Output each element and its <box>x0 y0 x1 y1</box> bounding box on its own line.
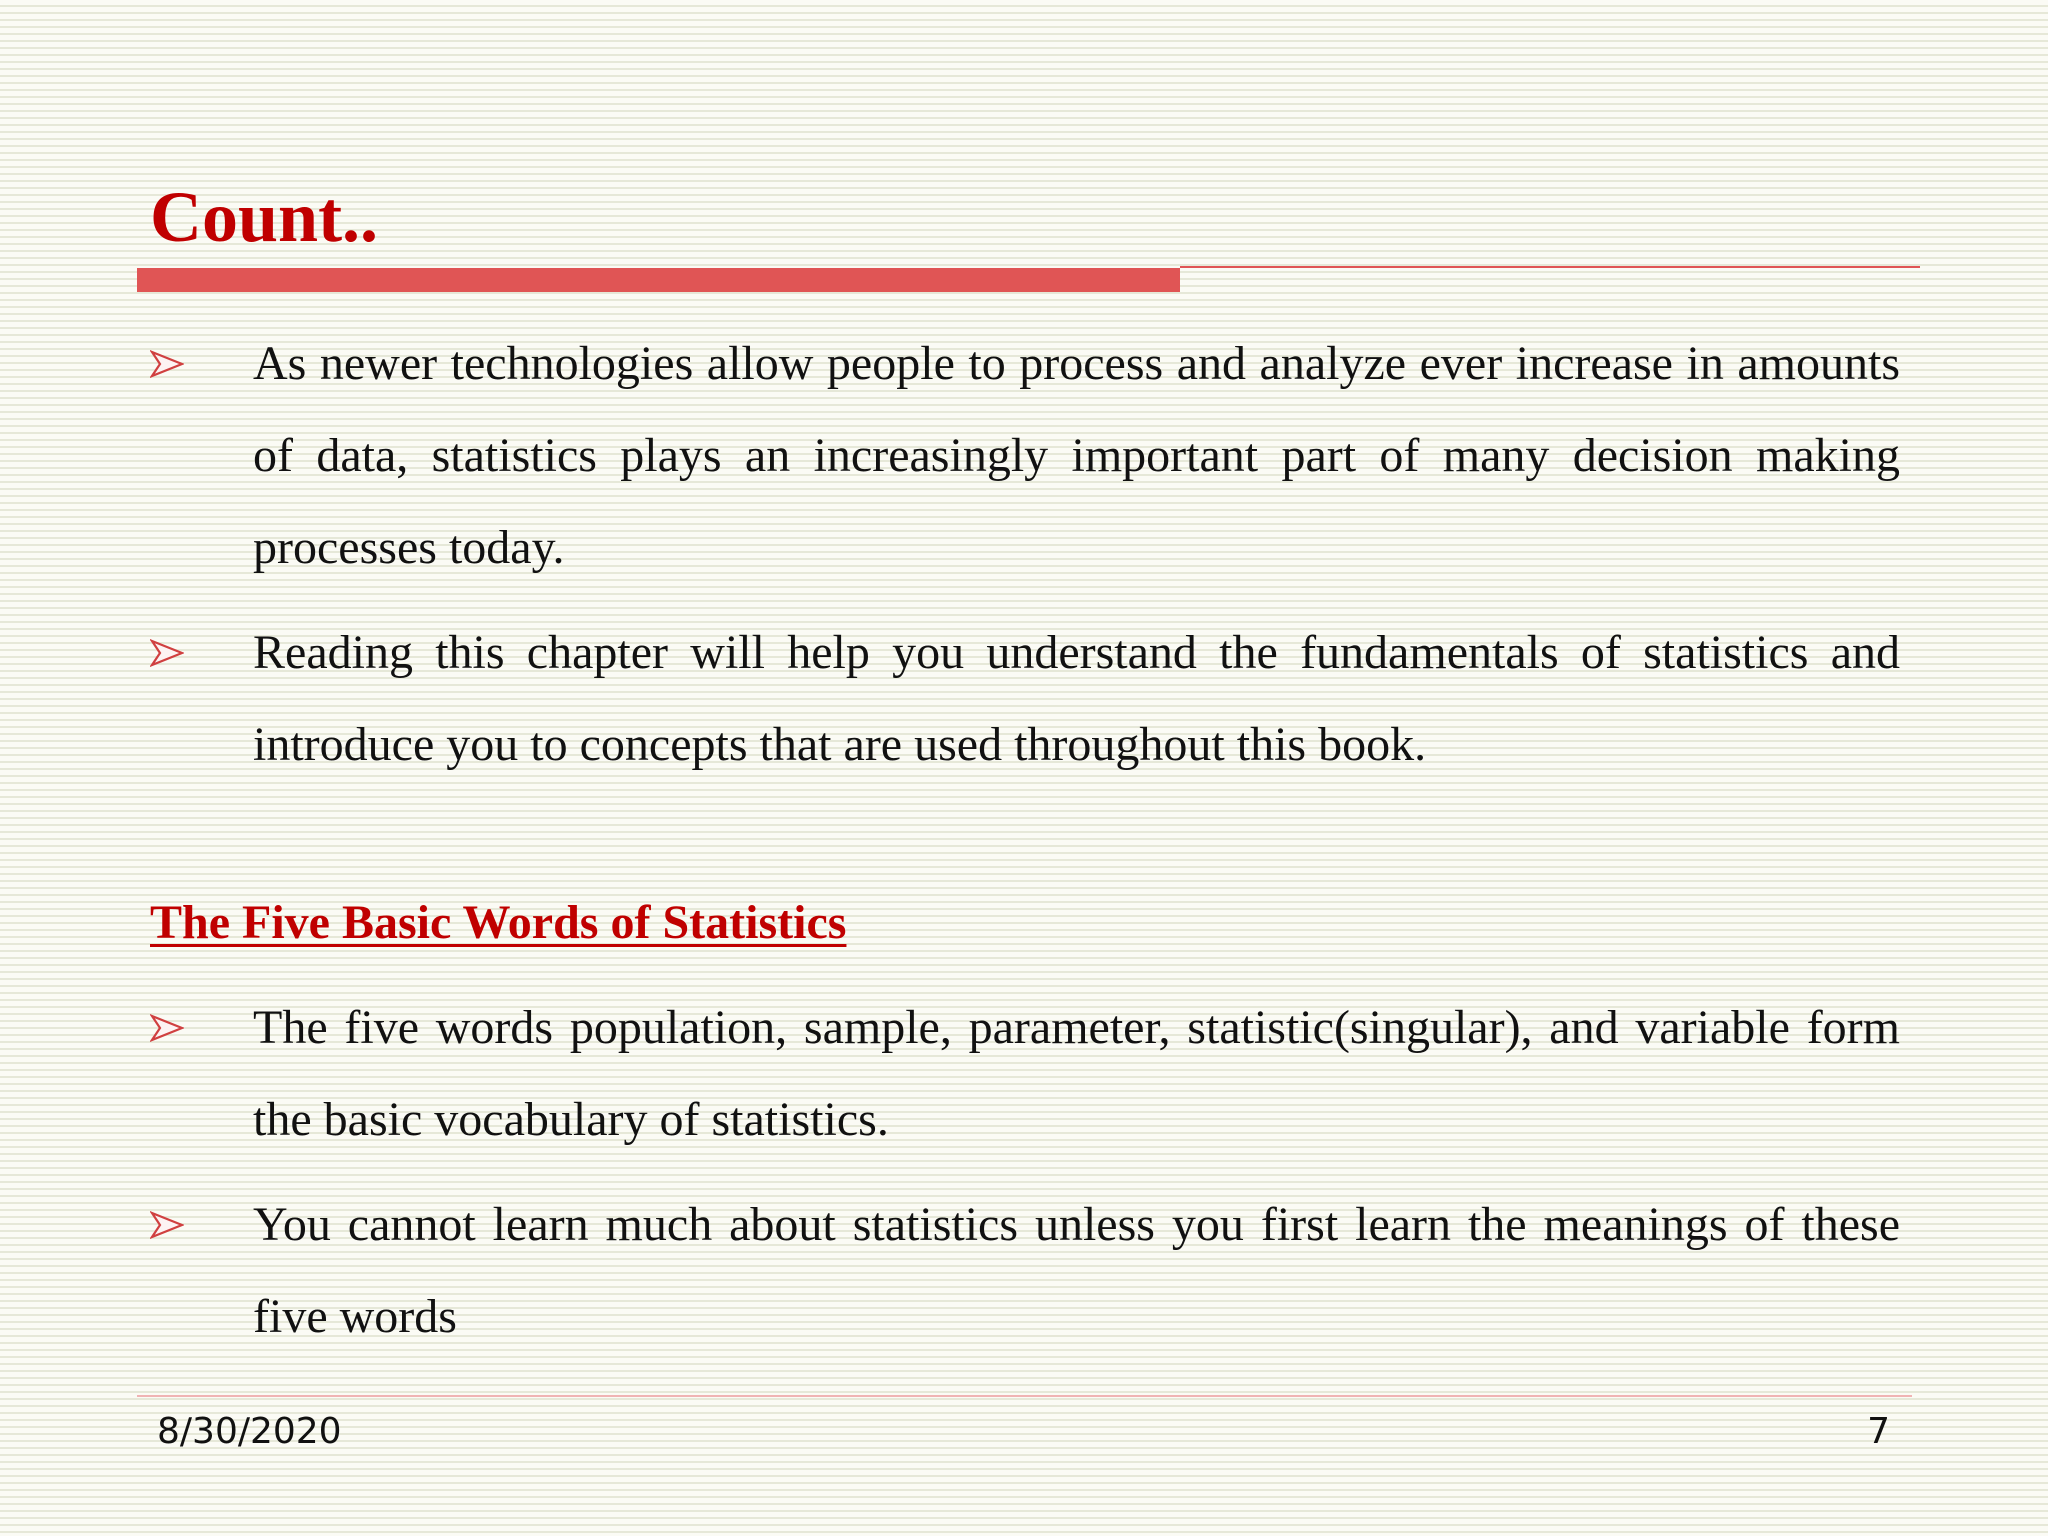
bullet-item <box>150 318 1900 594</box>
bullet-item <box>150 1179 1900 1363</box>
intro-bullet-list <box>150 318 1900 804</box>
section-heading: The Five Basic Words of Statistics <box>150 896 847 949</box>
footer-date: 8/30/2020 <box>157 1411 342 1452</box>
arrowhead-bullet-icon <box>150 639 184 667</box>
bullet-item <box>150 982 1900 1166</box>
title-underline-thick <box>137 268 1180 292</box>
bullet-text: The five words population, sample, parameter, statistic(singular), and variable form the basic vocabulary of statistics. <box>253 1001 1900 1146</box>
footer-divider <box>137 1395 1912 1397</box>
five-words-bullet-list <box>150 982 1900 1376</box>
slide-title: Count.. <box>150 177 379 257</box>
arrowhead-bullet-icon <box>150 350 184 378</box>
arrowhead-bullet-icon <box>150 1014 184 1042</box>
title-underline-thin <box>1180 266 1920 268</box>
bullet-text: As newer technologies allow people to process and analyze ever increase in amounts of data, statistics plays an increasingly important part of many decision making processes today. <box>253 337 1900 574</box>
bullet-text: You cannot learn much about statistics unless you first learn the meanings of these five words <box>253 1198 1900 1343</box>
arrowhead-bullet-icon <box>150 1211 184 1239</box>
page-number: 7 <box>1867 1411 1890 1452</box>
bullet-item <box>150 607 1900 791</box>
bullet-text: Reading this chapter will help you understand the fundamentals of statistics and introduce you to concepts that are used throughout this book. <box>253 626 1900 771</box>
